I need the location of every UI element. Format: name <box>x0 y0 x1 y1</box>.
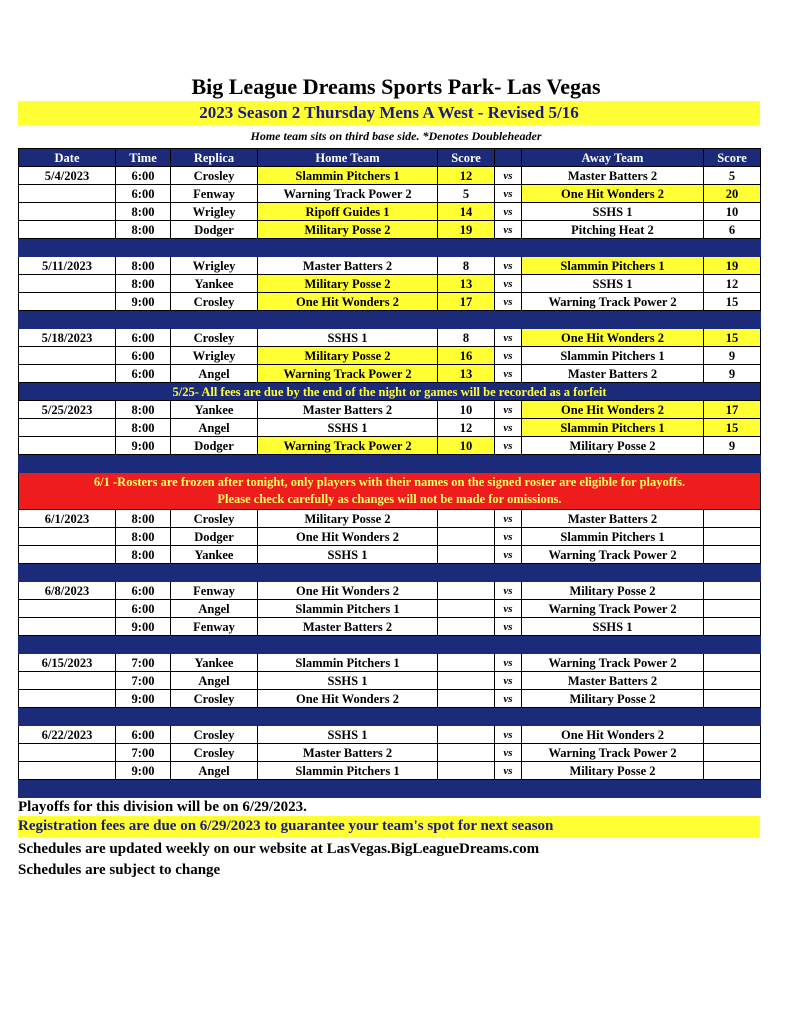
game-replica: Crosley <box>171 510 258 528</box>
vs-label: vs <box>495 185 522 203</box>
home-score <box>438 744 495 762</box>
away-team: Slammin Pitchers 1 <box>522 419 704 437</box>
game-date: 5/18/2023 <box>19 329 116 347</box>
home-score <box>438 600 495 618</box>
home-team: Military Posse 2 <box>258 510 438 528</box>
col-replica: Replica <box>171 149 258 167</box>
game-date <box>19 690 116 708</box>
game-date: 6/8/2023 <box>19 582 116 600</box>
game-date <box>19 672 116 690</box>
col-vs <box>495 149 522 167</box>
home-score <box>438 510 495 528</box>
home-score: 12 <box>438 419 495 437</box>
away-team: One Hit Wonders 2 <box>522 401 704 419</box>
away-team: One Hit Wonders 2 <box>522 726 704 744</box>
table-row <box>19 762 761 780</box>
separator-cell <box>19 311 761 329</box>
table-row <box>19 672 761 690</box>
away-team: Warning Track Power 2 <box>522 744 704 762</box>
game-time: 8:00 <box>116 510 171 528</box>
game-date <box>19 437 116 455</box>
game-replica: Angel <box>171 419 258 437</box>
vs-label: vs <box>495 510 522 528</box>
home-team: Warning Track Power 2 <box>258 185 438 203</box>
game-date <box>19 365 116 383</box>
away-score: 19 <box>704 257 761 275</box>
game-date <box>19 293 116 311</box>
away-score <box>704 762 761 780</box>
roster-notice <box>19 473 761 510</box>
home-team: One Hit Wonders 2 <box>258 293 438 311</box>
game-time: 7:00 <box>116 744 171 762</box>
game-replica: Fenway <box>171 185 258 203</box>
game-date <box>19 528 116 546</box>
table-row <box>19 510 761 528</box>
col-home-score: Score <box>438 149 495 167</box>
game-date <box>19 275 116 293</box>
table-row <box>19 528 761 546</box>
away-score: 12 <box>704 275 761 293</box>
game-date <box>19 203 116 221</box>
away-team: Warning Track Power 2 <box>522 600 704 618</box>
vs-label: vs <box>495 600 522 618</box>
game-time: 9:00 <box>116 293 171 311</box>
home-team: Ripoff Guides 1 <box>258 203 438 221</box>
game-replica: Angel <box>171 762 258 780</box>
change-note: Schedules are subject to change <box>18 862 221 878</box>
vs-label: vs <box>495 546 522 564</box>
away-score <box>704 654 761 672</box>
vs-label: vs <box>495 365 522 383</box>
vs-label: vs <box>495 221 522 239</box>
game-date <box>19 600 116 618</box>
home-team: One Hit Wonders 2 <box>258 582 438 600</box>
away-team: Warning Track Power 2 <box>522 546 704 564</box>
home-score: 16 <box>438 347 495 365</box>
week-separator <box>19 564 761 582</box>
separator-cell <box>19 564 761 582</box>
col-away-score: Score <box>704 149 761 167</box>
table-row <box>19 726 761 744</box>
game-time: 8:00 <box>116 528 171 546</box>
vs-label: vs <box>495 275 522 293</box>
away-score: 15 <box>704 419 761 437</box>
away-score <box>704 690 761 708</box>
game-replica: Crosley <box>171 690 258 708</box>
home-score <box>438 582 495 600</box>
home-team: Military Posse 2 <box>258 347 438 365</box>
game-time: 6:00 <box>116 582 171 600</box>
game-time: 9:00 <box>116 437 171 455</box>
away-team: One Hit Wonders 2 <box>522 185 704 203</box>
away-team: Master Batters 2 <box>522 167 704 185</box>
registration-note: Registration fees are due on 6/29/2023 to guarantee your team's spot for next season <box>18 816 760 837</box>
week-separator <box>19 636 761 654</box>
vs-label: vs <box>495 528 522 546</box>
roster-notice-row <box>19 473 761 510</box>
game-replica: Crosley <box>171 726 258 744</box>
home-team: Slammin Pitchers 1 <box>258 762 438 780</box>
game-time: 8:00 <box>116 257 171 275</box>
table-row <box>19 419 761 437</box>
home-team: One Hit Wonders 2 <box>258 690 438 708</box>
vs-label: vs <box>495 293 522 311</box>
game-time: 8:00 <box>116 546 171 564</box>
fees-notice-row <box>19 383 761 401</box>
vs-label: vs <box>495 744 522 762</box>
away-team: Military Posse 2 <box>522 437 704 455</box>
home-score: 14 <box>438 203 495 221</box>
away-score <box>704 726 761 744</box>
away-team: Pitching Heat 2 <box>522 221 704 239</box>
game-replica: Yankee <box>171 654 258 672</box>
week-separator <box>19 239 761 257</box>
away-score <box>704 546 761 564</box>
home-team: Master Batters 2 <box>258 257 438 275</box>
game-time: 7:00 <box>116 672 171 690</box>
vs-label: vs <box>495 347 522 365</box>
home-team: Military Posse 2 <box>258 275 438 293</box>
game-time: 9:00 <box>116 762 171 780</box>
away-score <box>704 600 761 618</box>
away-score: 15 <box>704 329 761 347</box>
game-time: 6:00 <box>116 726 171 744</box>
fees-notice: 5/25- All fees are due by the end of the night or games will be recorded as a forfeit <box>19 383 761 401</box>
game-replica: Wrigley <box>171 347 258 365</box>
vs-label: vs <box>495 762 522 780</box>
game-time: 8:00 <box>116 221 171 239</box>
away-team: One Hit Wonders 2 <box>522 329 704 347</box>
game-replica: Angel <box>171 600 258 618</box>
vs-label: vs <box>495 672 522 690</box>
vs-label: vs <box>495 419 522 437</box>
home-score <box>438 726 495 744</box>
roster-notice-line1: 6/1 -Rosters are frozen after tonight, only players with their names on the signed roster are eligible for playoffs. <box>93 475 686 489</box>
away-score: 17 <box>704 401 761 419</box>
vs-label: vs <box>495 437 522 455</box>
home-team: One Hit Wonders 2 <box>258 528 438 546</box>
table-row <box>19 275 761 293</box>
away-score: 9 <box>704 365 761 383</box>
away-team: Master Batters 2 <box>522 510 704 528</box>
away-team: SSHS 1 <box>522 618 704 636</box>
game-date <box>19 185 116 203</box>
home-team: Master Batters 2 <box>258 618 438 636</box>
table-row <box>19 365 761 383</box>
table-row <box>19 618 761 636</box>
game-time: 8:00 <box>116 419 171 437</box>
home-team: SSHS 1 <box>258 419 438 437</box>
vs-label: vs <box>495 257 522 275</box>
vs-label: vs <box>495 654 522 672</box>
away-score <box>704 528 761 546</box>
game-replica: Wrigley <box>171 257 258 275</box>
game-replica: Crosley <box>171 167 258 185</box>
game-time: 6:00 <box>116 600 171 618</box>
home-team: Slammin Pitchers 1 <box>258 654 438 672</box>
separator-cell <box>19 455 761 473</box>
game-replica: Dodger <box>171 437 258 455</box>
away-score: 6 <box>704 221 761 239</box>
home-score <box>438 654 495 672</box>
home-score: 8 <box>438 329 495 347</box>
away-team: SSHS 1 <box>522 275 704 293</box>
week-separator <box>19 455 761 473</box>
table-row <box>19 185 761 203</box>
game-replica: Yankee <box>171 401 258 419</box>
week-separator <box>19 708 761 726</box>
game-date: 6/22/2023 <box>19 726 116 744</box>
table-row <box>19 744 761 762</box>
away-score <box>704 744 761 762</box>
away-score <box>704 582 761 600</box>
roster-notice-line2: Please check carefully as changes will not be made for omissions. <box>217 492 562 506</box>
game-replica: Dodger <box>171 221 258 239</box>
game-date: 5/11/2023 <box>19 257 116 275</box>
table-header-row <box>19 149 761 167</box>
col-home-team: Home Team <box>258 149 438 167</box>
game-date: 5/4/2023 <box>19 167 116 185</box>
table-row <box>19 654 761 672</box>
away-score <box>704 510 761 528</box>
game-time: 9:00 <box>116 618 171 636</box>
home-team: Master Batters 2 <box>258 401 438 419</box>
game-time: 7:00 <box>116 654 171 672</box>
game-time: 6:00 <box>116 185 171 203</box>
table-row <box>19 437 761 455</box>
away-score: 9 <box>704 437 761 455</box>
away-team: Slammin Pitchers 1 <box>522 257 704 275</box>
home-score: 13 <box>438 275 495 293</box>
vs-label: vs <box>495 582 522 600</box>
game-date: 5/25/2023 <box>19 401 116 419</box>
playoffs-note: Playoffs for this division will be on 6/29/2023. <box>18 799 307 815</box>
away-team: SSHS 1 <box>522 203 704 221</box>
game-date <box>19 744 116 762</box>
away-score: 10 <box>704 203 761 221</box>
table-row <box>19 221 761 239</box>
table-row <box>19 167 761 185</box>
game-replica: Yankee <box>171 275 258 293</box>
home-team: Warning Track Power 2 <box>258 437 438 455</box>
home-score: 13 <box>438 365 495 383</box>
game-replica: Angel <box>171 672 258 690</box>
home-team: Master Batters 2 <box>258 744 438 762</box>
game-time: 6:00 <box>116 347 171 365</box>
table-row <box>19 257 761 275</box>
away-team: Military Posse 2 <box>522 762 704 780</box>
home-team: SSHS 1 <box>258 546 438 564</box>
vs-label: vs <box>495 401 522 419</box>
separator-cell <box>19 708 761 726</box>
away-team: Master Batters 2 <box>522 365 704 383</box>
home-team: Slammin Pitchers 1 <box>258 600 438 618</box>
vs-label: vs <box>495 690 522 708</box>
game-time: 8:00 <box>116 275 171 293</box>
game-replica: Fenway <box>171 618 258 636</box>
game-replica: Fenway <box>171 582 258 600</box>
game-time: 8:00 <box>116 401 171 419</box>
away-score <box>704 672 761 690</box>
away-team: Master Batters 2 <box>522 672 704 690</box>
game-time: 6:00 <box>116 167 171 185</box>
game-replica: Dodger <box>171 528 258 546</box>
home-score: 17 <box>438 293 495 311</box>
away-score <box>704 618 761 636</box>
game-date <box>19 221 116 239</box>
table-row <box>19 203 761 221</box>
home-score: 10 <box>438 401 495 419</box>
table-row <box>19 329 761 347</box>
away-team: Military Posse 2 <box>522 582 704 600</box>
website-note: Schedules are updated weekly on our website at LasVegas.BigLeagueDreams.com <box>18 841 540 857</box>
away-score: 9 <box>704 347 761 365</box>
away-team: Military Posse 2 <box>522 690 704 708</box>
home-score <box>438 690 495 708</box>
home-score <box>438 528 495 546</box>
week-separator <box>19 311 761 329</box>
home-score: 8 <box>438 257 495 275</box>
away-score: 15 <box>704 293 761 311</box>
home-score <box>438 672 495 690</box>
home-team: SSHS 1 <box>258 726 438 744</box>
home-score: 12 <box>438 167 495 185</box>
away-team: Slammin Pitchers 1 <box>522 347 704 365</box>
vs-label: vs <box>495 203 522 221</box>
home-team: Warning Track Power 2 <box>258 365 438 383</box>
table-row <box>19 401 761 419</box>
table-row <box>19 546 761 564</box>
home-team: Military Posse 2 <box>258 221 438 239</box>
away-team: Slammin Pitchers 1 <box>522 528 704 546</box>
home-score <box>438 546 495 564</box>
table-row <box>19 582 761 600</box>
game-date: 6/15/2023 <box>19 654 116 672</box>
home-score: 5 <box>438 185 495 203</box>
game-date: 6/1/2023 <box>19 510 116 528</box>
game-time: 6:00 <box>116 329 171 347</box>
vs-label: vs <box>495 329 522 347</box>
home-team-note: Home team sits on third base side. *Denotes Doubleheader <box>250 129 542 143</box>
game-date <box>19 762 116 780</box>
game-replica: Crosley <box>171 744 258 762</box>
page-title: Big League Dreams Sports Park- Las Vegas <box>191 74 601 99</box>
separator-cell <box>19 780 761 798</box>
game-replica: Wrigley <box>171 203 258 221</box>
away-score: 5 <box>704 167 761 185</box>
table-row <box>19 600 761 618</box>
home-team: SSHS 1 <box>258 329 438 347</box>
table-row <box>19 690 761 708</box>
vs-label: vs <box>495 167 522 185</box>
schedule-table <box>18 148 761 798</box>
game-time: 9:00 <box>116 690 171 708</box>
game-date <box>19 347 116 365</box>
away-team: Warning Track Power 2 <box>522 654 704 672</box>
col-time: Time <box>116 149 171 167</box>
away-team: Warning Track Power 2 <box>522 293 704 311</box>
home-score <box>438 618 495 636</box>
home-score <box>438 762 495 780</box>
vs-label: vs <box>495 618 522 636</box>
table-row <box>19 347 761 365</box>
game-replica: Angel <box>171 365 258 383</box>
home-score: 10 <box>438 437 495 455</box>
game-time: 6:00 <box>116 365 171 383</box>
vs-label: vs <box>495 726 522 744</box>
away-score: 20 <box>704 185 761 203</box>
home-score: 19 <box>438 221 495 239</box>
table-row <box>19 293 761 311</box>
week-separator <box>19 780 761 798</box>
col-away-team: Away Team <box>522 149 704 167</box>
season-subtitle: 2023 Season 2 Thursday Mens A West - Revised 5/16 <box>18 101 760 125</box>
game-replica: Crosley <box>171 293 258 311</box>
home-team: SSHS 1 <box>258 672 438 690</box>
game-date <box>19 618 116 636</box>
game-time: 8:00 <box>116 203 171 221</box>
col-date: Date <box>19 149 116 167</box>
game-date <box>19 546 116 564</box>
home-team: Slammin Pitchers 1 <box>258 167 438 185</box>
game-date <box>19 419 116 437</box>
game-replica: Yankee <box>171 546 258 564</box>
separator-cell <box>19 636 761 654</box>
separator-cell <box>19 239 761 257</box>
game-replica: Crosley <box>171 329 258 347</box>
